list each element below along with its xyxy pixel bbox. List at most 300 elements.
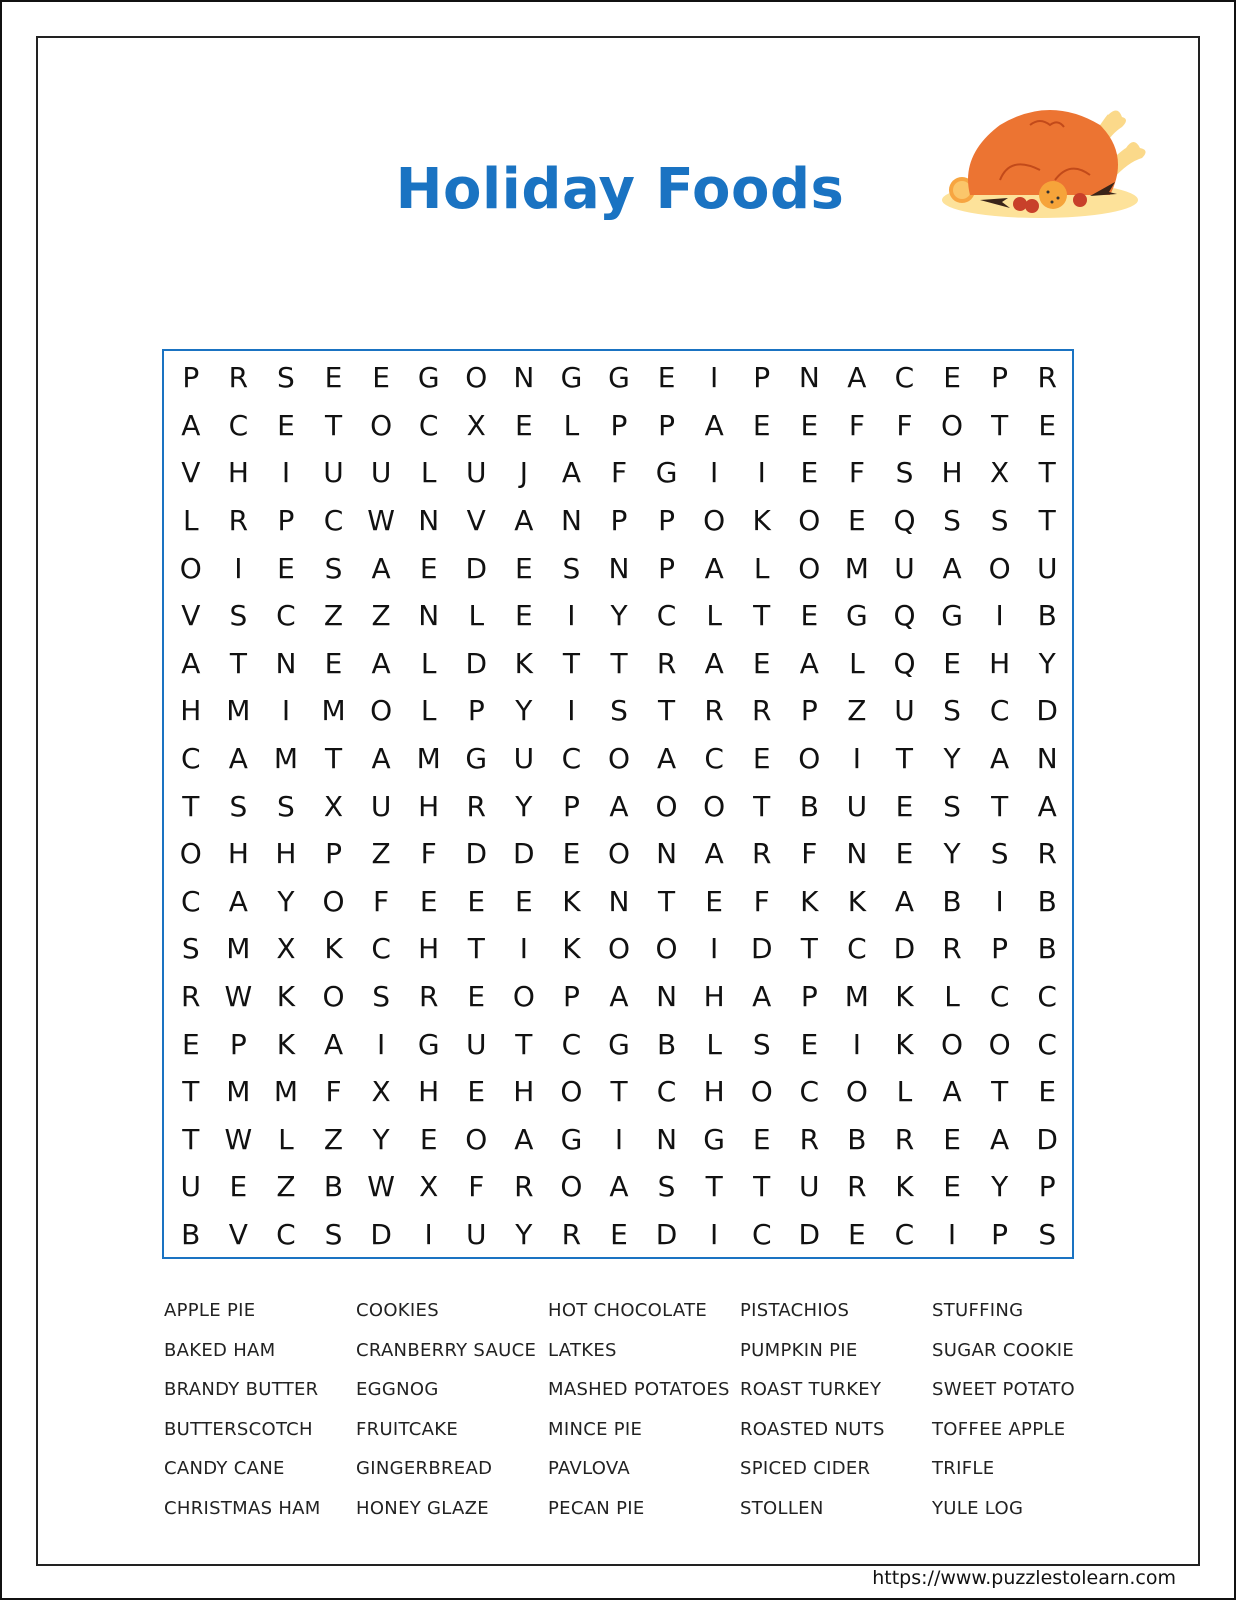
grid-cell[interactable]: U: [466, 1217, 487, 1251]
grid-cell[interactable]: N: [656, 1122, 678, 1156]
grid-cell[interactable]: O: [465, 1122, 488, 1156]
grid-cell[interactable]: U: [370, 789, 392, 823]
grid-cell[interactable]: H: [227, 837, 249, 871]
grid-cell[interactable]: F: [801, 837, 818, 871]
grid-cell[interactable]: A: [704, 837, 724, 871]
grid-cell[interactable]: D: [798, 1217, 821, 1251]
grid-cell[interactable]: E: [848, 504, 866, 538]
grid-cell[interactable]: S: [943, 694, 961, 728]
grid-cell[interactable]: O: [798, 551, 821, 585]
grid-cell[interactable]: I: [424, 1217, 433, 1251]
grid-cell[interactable]: K: [324, 932, 343, 966]
grid-cell[interactable]: P: [562, 789, 580, 823]
grid-cell[interactable]: L: [278, 1122, 294, 1156]
grid-cell[interactable]: W: [367, 1170, 395, 1204]
grid-cell[interactable]: Y: [515, 789, 533, 823]
grid-cell[interactable]: C: [276, 599, 296, 633]
grid-cell[interactable]: T: [229, 646, 247, 680]
grid-cell[interactable]: N: [1036, 742, 1058, 776]
grid-cell[interactable]: M: [273, 1075, 299, 1109]
grid-cell[interactable]: I: [614, 1122, 624, 1156]
grid-cell[interactable]: H: [418, 932, 440, 966]
grid-cell[interactable]: S: [324, 1217, 343, 1251]
grid-cell[interactable]: S: [752, 1027, 771, 1061]
grid-cell[interactable]: H: [941, 456, 963, 490]
grid-cell[interactable]: Y: [515, 1217, 533, 1251]
grid-cell[interactable]: T: [1038, 456, 1056, 490]
grid-cell[interactable]: R: [704, 694, 724, 728]
grid-cell[interactable]: S: [372, 980, 390, 1014]
grid-cell[interactable]: O: [607, 837, 631, 871]
grid-cell[interactable]: O: [607, 742, 631, 776]
grid-cell[interactable]: R: [418, 980, 439, 1014]
grid-cell[interactable]: R: [799, 1122, 820, 1156]
grid-cell[interactable]: S: [229, 789, 248, 823]
grid-cell[interactable]: T: [467, 932, 485, 966]
grid-cell[interactable]: I: [519, 932, 528, 966]
grid-cell[interactable]: C: [561, 742, 582, 776]
grid-cell[interactable]: C: [799, 1075, 820, 1109]
grid-cell[interactable]: O: [750, 1075, 773, 1109]
grid-cell[interactable]: V: [228, 1217, 248, 1251]
grid-cell[interactable]: C: [181, 742, 201, 776]
grid-cell[interactable]: E: [895, 789, 914, 823]
grid-cell[interactable]: L: [706, 1027, 722, 1061]
grid-cell[interactable]: R: [561, 1217, 582, 1251]
grid-cell[interactable]: K: [800, 884, 819, 918]
grid-cell[interactable]: A: [656, 742, 677, 776]
grid-cell[interactable]: E: [800, 408, 819, 442]
grid-cell[interactable]: O: [941, 1027, 964, 1061]
grid-cell[interactable]: B: [942, 884, 962, 918]
grid-cell[interactable]: G: [560, 1122, 583, 1156]
grid-cell[interactable]: I: [710, 456, 719, 490]
grid-cell[interactable]: V: [466, 504, 486, 538]
grid-cell[interactable]: E: [752, 408, 771, 442]
grid-cell[interactable]: Y: [943, 837, 961, 871]
grid-cell[interactable]: T: [1038, 504, 1056, 538]
grid-cell[interactable]: K: [276, 980, 296, 1014]
grid-cell[interactable]: E: [1038, 1075, 1057, 1109]
grid-cell[interactable]: T: [991, 408, 1009, 442]
grid-cell[interactable]: A: [704, 551, 724, 585]
grid-cell[interactable]: B: [656, 1027, 677, 1061]
grid-cell[interactable]: A: [323, 1027, 344, 1061]
grid-cell[interactable]: I: [567, 599, 576, 633]
grid-cell[interactable]: U: [323, 456, 344, 490]
grid-cell[interactable]: P: [467, 694, 485, 728]
grid-cell[interactable]: Y: [1038, 646, 1056, 680]
grid-cell[interactable]: E: [800, 599, 819, 633]
grid-cell[interactable]: G: [703, 1122, 725, 1156]
grid-cell[interactable]: A: [514, 504, 534, 538]
grid-cell[interactable]: A: [514, 1122, 534, 1156]
grid-cell[interactable]: R: [228, 361, 249, 395]
grid-cell[interactable]: B: [847, 1122, 867, 1156]
grid-cell[interactable]: E: [419, 1122, 438, 1156]
grid-cell[interactable]: S: [324, 551, 343, 585]
grid-cell[interactable]: W: [224, 980, 253, 1014]
grid-cell[interactable]: O: [179, 551, 202, 585]
grid-cell[interactable]: I: [281, 694, 291, 728]
grid-cell[interactable]: R: [942, 932, 962, 966]
grid-cell[interactable]: P: [658, 551, 676, 585]
grid-cell[interactable]: A: [609, 980, 629, 1014]
grid-cell[interactable]: O: [322, 980, 345, 1014]
grid-cell[interactable]: L: [468, 599, 485, 633]
grid-cell[interactable]: T: [610, 646, 628, 680]
grid-cell[interactable]: I: [710, 361, 719, 395]
grid-cell[interactable]: O: [845, 1075, 868, 1109]
grid-cell[interactable]: R: [751, 694, 772, 728]
grid-cell[interactable]: L: [420, 456, 437, 490]
grid-cell[interactable]: V: [181, 456, 201, 490]
grid-cell[interactable]: C: [894, 361, 915, 395]
grid-cell[interactable]: A: [609, 789, 629, 823]
grid-cell[interactable]: E: [514, 884, 533, 918]
grid-cell[interactable]: W: [224, 1122, 253, 1156]
grid-cell[interactable]: G: [608, 1027, 630, 1061]
grid-cell[interactable]: E: [800, 456, 819, 490]
grid-cell[interactable]: B: [1037, 932, 1057, 966]
grid-cell[interactable]: S: [895, 456, 914, 490]
grid-cell[interactable]: O: [703, 504, 726, 538]
grid-cell[interactable]: E: [1038, 408, 1057, 442]
grid-cell[interactable]: U: [466, 456, 487, 490]
grid-cell[interactable]: S: [562, 551, 581, 585]
grid-cell[interactable]: F: [420, 837, 437, 871]
grid-cell[interactable]: C: [561, 1027, 582, 1061]
grid-cell[interactable]: F: [610, 456, 628, 490]
grid-cell[interactable]: N: [560, 504, 582, 538]
grid-cell[interactable]: K: [895, 1027, 914, 1061]
grid-cell[interactable]: T: [753, 789, 771, 823]
grid-cell[interactable]: Y: [943, 742, 961, 776]
grid-cell[interactable]: I: [567, 694, 576, 728]
grid-cell[interactable]: G: [560, 361, 583, 395]
grid-cell[interactable]: F: [753, 884, 770, 918]
grid-cell[interactable]: E: [277, 408, 295, 442]
grid-cell[interactable]: E: [229, 1170, 248, 1204]
grid-cell[interactable]: I: [281, 456, 291, 490]
grid-cell[interactable]: P: [562, 980, 580, 1014]
grid-cell[interactable]: E: [562, 837, 581, 871]
grid-cell[interactable]: T: [658, 694, 676, 728]
grid-cell[interactable]: P: [182, 361, 200, 395]
grid-cell[interactable]: H: [180, 694, 202, 728]
grid-cell[interactable]: E: [419, 884, 438, 918]
grid-cell[interactable]: T: [895, 742, 914, 776]
grid-cell[interactable]: E: [800, 1027, 819, 1061]
grid-cell[interactable]: C: [894, 1217, 915, 1251]
grid-cell[interactable]: X: [276, 932, 296, 966]
grid-cell[interactable]: D: [655, 1217, 678, 1251]
grid-cell[interactable]: C: [656, 599, 677, 633]
grid-cell[interactable]: P: [1038, 1170, 1056, 1204]
grid-cell[interactable]: I: [995, 884, 1004, 918]
grid-cell[interactable]: E: [895, 837, 914, 871]
grid-cell[interactable]: A: [704, 408, 724, 442]
grid-cell[interactable]: P: [991, 1217, 1009, 1251]
grid-cell[interactable]: M: [226, 694, 251, 728]
grid-cell[interactable]: U: [894, 551, 915, 585]
grid-cell[interactable]: K: [562, 884, 581, 918]
grid-cell[interactable]: I: [947, 1217, 957, 1251]
grid-cell[interactable]: D: [370, 1217, 392, 1251]
grid-cell[interactable]: C: [847, 932, 867, 966]
grid-cell[interactable]: U: [180, 1170, 202, 1204]
grid-cell[interactable]: K: [514, 646, 534, 680]
grid-cell[interactable]: S: [943, 789, 961, 823]
grid-cell[interactable]: P: [991, 932, 1009, 966]
grid-cell[interactable]: E: [705, 884, 723, 918]
grid-cell[interactable]: Y: [277, 884, 295, 918]
grid-cell[interactable]: L: [753, 551, 770, 585]
grid-cell[interactable]: S: [657, 1170, 676, 1204]
grid-cell[interactable]: C: [1037, 980, 1057, 1014]
grid-cell[interactable]: L: [849, 646, 865, 680]
grid-cell[interactable]: U: [513, 742, 535, 776]
grid-cell[interactable]: X: [371, 1075, 391, 1109]
grid-cell[interactable]: E: [181, 1027, 200, 1061]
grid-cell[interactable]: B: [1037, 884, 1057, 918]
grid-cell[interactable]: O: [798, 504, 821, 538]
grid-cell[interactable]: A: [894, 884, 915, 918]
grid-cell[interactable]: U: [370, 456, 392, 490]
grid-cell[interactable]: U: [799, 1170, 820, 1204]
grid-cell[interactable]: P: [277, 504, 295, 538]
grid-cell[interactable]: L: [182, 504, 199, 538]
grid-cell[interactable]: E: [943, 1122, 961, 1156]
grid-cell[interactable]: E: [324, 646, 343, 680]
grid-cell[interactable]: R: [751, 837, 772, 871]
grid-cell[interactable]: P: [610, 504, 628, 538]
grid-cell[interactable]: K: [276, 1027, 296, 1061]
grid-cell[interactable]: I: [234, 551, 243, 585]
grid-cell[interactable]: A: [371, 646, 391, 680]
grid-cell[interactable]: I: [376, 1027, 386, 1061]
grid-cell[interactable]: A: [799, 646, 819, 680]
grid-cell[interactable]: Q: [893, 504, 916, 538]
grid-cell[interactable]: T: [753, 599, 771, 633]
grid-cell[interactable]: R: [514, 1170, 534, 1204]
grid-cell[interactable]: L: [420, 694, 437, 728]
grid-cell[interactable]: A: [942, 1075, 962, 1109]
grid-cell[interactable]: B: [1037, 599, 1057, 633]
grid-cell[interactable]: E: [943, 646, 961, 680]
grid-cell[interactable]: O: [703, 789, 726, 823]
grid-cell[interactable]: E: [372, 361, 390, 395]
grid-cell[interactable]: E: [467, 884, 486, 918]
grid-cell[interactable]: O: [465, 361, 488, 395]
grid-cell[interactable]: X: [419, 1170, 439, 1204]
grid-cell[interactable]: O: [607, 932, 631, 966]
grid-cell[interactable]: R: [1037, 361, 1057, 395]
grid-cell[interactable]: T: [182, 789, 200, 823]
grid-cell[interactable]: C: [418, 408, 439, 442]
grid-cell[interactable]: I: [995, 599, 1004, 633]
grid-cell[interactable]: A: [181, 646, 201, 680]
grid-cell[interactable]: Q: [893, 646, 916, 680]
grid-cell[interactable]: L: [896, 1075, 913, 1109]
grid-cell[interactable]: G: [465, 742, 488, 776]
grid-cell[interactable]: E: [467, 1075, 486, 1109]
grid-cell[interactable]: O: [512, 980, 535, 1014]
grid-cell[interactable]: T: [610, 1075, 628, 1109]
grid-cell[interactable]: A: [228, 884, 248, 918]
grid-cell[interactable]: U: [894, 694, 915, 728]
grid-cell[interactable]: G: [655, 456, 678, 490]
grid-cell[interactable]: P: [229, 1027, 247, 1061]
grid-cell[interactable]: A: [942, 551, 962, 585]
grid-cell[interactable]: R: [181, 980, 201, 1014]
grid-cell[interactable]: M: [844, 551, 869, 585]
grid-cell[interactable]: X: [990, 456, 1010, 490]
grid-cell[interactable]: F: [468, 1170, 485, 1204]
grid-cell[interactable]: O: [655, 932, 678, 966]
grid-cell[interactable]: T: [658, 884, 676, 918]
grid-cell[interactable]: O: [370, 694, 393, 728]
grid-cell[interactable]: E: [610, 1217, 628, 1251]
grid-cell[interactable]: Z: [323, 1122, 344, 1156]
grid-cell[interactable]: O: [370, 408, 393, 442]
grid-cell[interactable]: A: [1037, 789, 1057, 823]
grid-cell[interactable]: E: [943, 361, 961, 395]
grid-cell[interactable]: T: [182, 1122, 200, 1156]
grid-cell[interactable]: C: [1037, 1027, 1057, 1061]
grid-cell[interactable]: C: [181, 884, 201, 918]
grid-cell[interactable]: I: [852, 1027, 862, 1061]
grid-cell[interactable]: Z: [371, 837, 391, 871]
grid-cell[interactable]: G: [608, 361, 630, 395]
grid-cell[interactable]: R: [466, 789, 486, 823]
grid-cell[interactable]: N: [656, 980, 678, 1014]
grid-cell[interactable]: G: [417, 1027, 440, 1061]
grid-cell[interactable]: S: [277, 789, 295, 823]
grid-cell[interactable]: L: [706, 599, 722, 633]
grid-cell[interactable]: G: [846, 599, 868, 633]
grid-cell[interactable]: S: [610, 694, 628, 728]
grid-cell[interactable]: X: [466, 408, 486, 442]
grid-cell[interactable]: M: [226, 932, 251, 966]
grid-cell[interactable]: E: [848, 1217, 866, 1251]
grid-cell[interactable]: I: [852, 742, 862, 776]
grid-cell[interactable]: R: [1037, 837, 1057, 871]
grid-cell[interactable]: F: [373, 884, 390, 918]
grid-cell[interactable]: H: [275, 837, 297, 871]
grid-cell[interactable]: N: [418, 504, 440, 538]
grid-cell[interactable]: Y: [515, 694, 533, 728]
grid-cell[interactable]: Z: [371, 599, 391, 633]
grid-cell[interactable]: V: [181, 599, 201, 633]
grid-cell[interactable]: A: [990, 1122, 1010, 1156]
grid-cell[interactable]: O: [560, 1075, 583, 1109]
grid-cell[interactable]: C: [276, 1217, 296, 1251]
grid-cell[interactable]: S: [277, 361, 295, 395]
grid-cell[interactable]: N: [608, 551, 630, 585]
grid-cell[interactable]: A: [704, 646, 724, 680]
grid-cell[interactable]: E: [324, 361, 343, 395]
grid-cell[interactable]: F: [325, 1075, 342, 1109]
grid-cell[interactable]: S: [1038, 1217, 1057, 1251]
grid-cell[interactable]: H: [418, 789, 440, 823]
grid-cell[interactable]: A: [990, 742, 1010, 776]
grid-cell[interactable]: H: [227, 456, 249, 490]
grid-cell[interactable]: Y: [610, 599, 628, 633]
grid-cell[interactable]: A: [752, 980, 772, 1014]
grid-cell[interactable]: M: [416, 742, 441, 776]
grid-cell[interactable]: C: [751, 1217, 772, 1251]
grid-cell[interactable]: C: [656, 1075, 677, 1109]
grid-cell[interactable]: O: [560, 1170, 583, 1204]
grid-cell[interactable]: E: [514, 408, 533, 442]
grid-cell[interactable]: T: [324, 742, 343, 776]
grid-cell[interactable]: L: [563, 408, 580, 442]
grid-cell[interactable]: R: [894, 1122, 915, 1156]
grid-cell[interactable]: D: [465, 646, 488, 680]
grid-cell[interactable]: P: [658, 408, 676, 442]
grid-cell[interactable]: H: [513, 1075, 535, 1109]
grid-cell[interactable]: A: [228, 742, 248, 776]
grid-cell[interactable]: P: [658, 504, 676, 538]
grid-cell[interactable]: K: [562, 932, 581, 966]
grid-cell[interactable]: S: [229, 599, 248, 633]
grid-cell[interactable]: D: [513, 837, 535, 871]
grid-cell[interactable]: L: [944, 980, 960, 1014]
grid-cell[interactable]: P: [800, 980, 818, 1014]
grid-cell[interactable]: P: [800, 694, 818, 728]
grid-cell[interactable]: O: [988, 1027, 1011, 1061]
grid-cell[interactable]: O: [322, 884, 345, 918]
grid-cell[interactable]: A: [609, 1170, 629, 1204]
grid-cell[interactable]: Q: [893, 599, 916, 633]
grid-cell[interactable]: T: [324, 408, 343, 442]
grid-cell[interactable]: T: [753, 1170, 771, 1204]
grid-cell[interactable]: A: [371, 742, 391, 776]
grid-cell[interactable]: A: [181, 408, 201, 442]
grid-cell[interactable]: E: [752, 742, 771, 776]
grid-cell[interactable]: U: [846, 789, 868, 823]
grid-cell[interactable]: B: [181, 1217, 201, 1251]
grid-cell[interactable]: O: [941, 408, 964, 442]
grid-cell[interactable]: T: [991, 1075, 1009, 1109]
grid-cell[interactable]: R: [656, 646, 677, 680]
grid-cell[interactable]: A: [847, 361, 867, 395]
grid-cell[interactable]: O: [655, 789, 678, 823]
grid-cell[interactable]: H: [703, 1075, 725, 1109]
grid-cell[interactable]: A: [561, 456, 581, 490]
grid-cell[interactable]: N: [608, 884, 630, 918]
grid-cell[interactable]: C: [989, 980, 1010, 1014]
grid-cell[interactable]: U: [1036, 551, 1058, 585]
grid-cell[interactable]: E: [514, 599, 533, 633]
grid-cell[interactable]: N: [275, 646, 297, 680]
grid-cell[interactable]: D: [1036, 694, 1058, 728]
grid-cell[interactable]: D: [1036, 1122, 1058, 1156]
grid-cell[interactable]: S: [943, 504, 961, 538]
grid-cell[interactable]: T: [800, 932, 818, 966]
grid-cell[interactable]: Y: [372, 1122, 390, 1156]
grid-cell[interactable]: F: [848, 456, 865, 490]
grid-cell[interactable]: C: [989, 694, 1010, 728]
grid-cell[interactable]: O: [988, 551, 1011, 585]
grid-cell[interactable]: H: [703, 980, 725, 1014]
grid-cell[interactable]: P: [753, 361, 771, 395]
grid-cell[interactable]: S: [990, 837, 1009, 871]
grid-cell[interactable]: T: [515, 1027, 533, 1061]
grid-cell[interactable]: M: [844, 980, 869, 1014]
grid-cell[interactable]: B: [323, 1170, 344, 1204]
